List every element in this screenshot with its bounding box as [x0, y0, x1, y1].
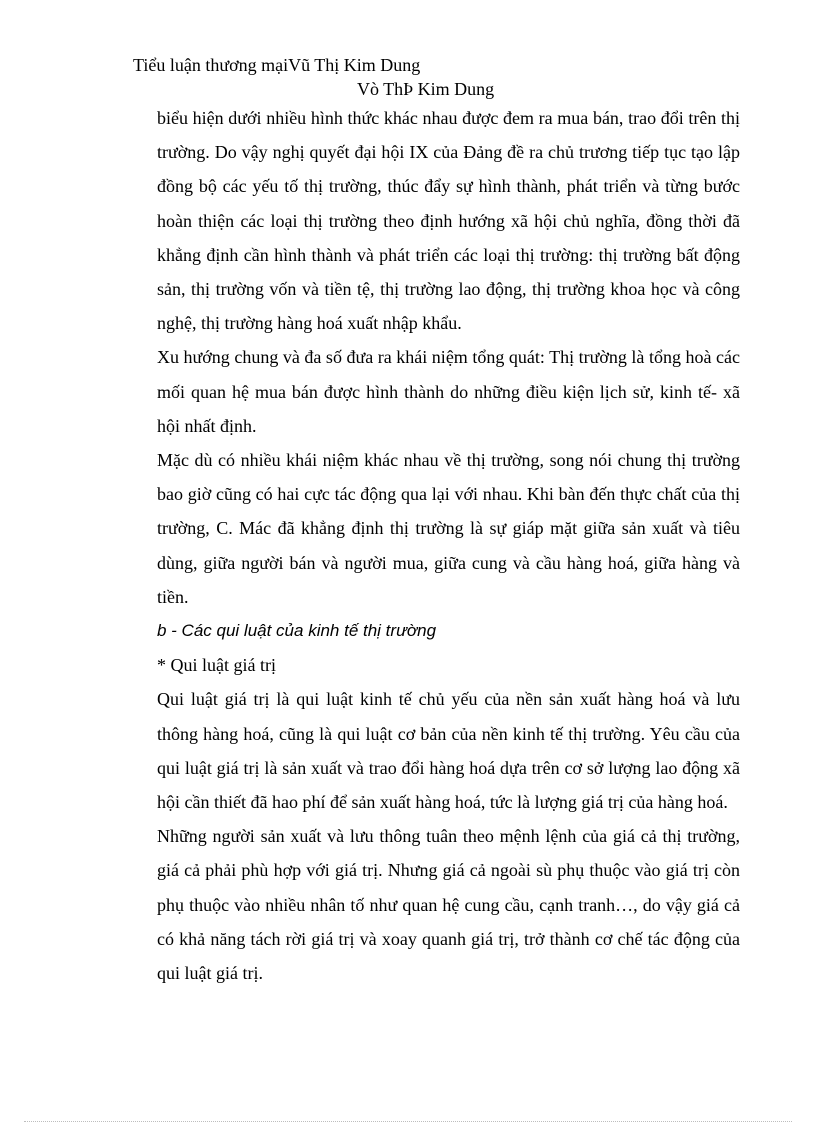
section-heading-market-laws: b - Các qui luật của kinh tế thị trường: [157, 621, 437, 641]
paragraph-law-of-value: Qui luật giá trị là qui luật kinh tế chủ yếu của nền sản xuất hàng hoá và lưu thông hàng hoá, cũng là qui luật cơ bản của nền kinh tế thị trường. Yêu cầu của qui luật giá trị là sản xuất và trao đổi hàng hoá dựa trên cơ sở lượng lao động xã hội cần thiết đã hao phí để sản xuất hàng hoá, tức là lượng giá trị của hàng hoá.: [157, 689, 740, 813]
document-body: [157, 101, 740, 990]
page-bottom-rule: [24, 1121, 792, 1122]
paragraph-market-concepts: Mặc dù có nhiều khái niệm khác nhau về thị trường, song nói chung thị trường bao giờ cũng có hai cực tác động qua lại với nhau. Khi bàn đến thực chất của thị trường, C. Mác đã khẳng định thị trường là sự giáp mặt giữa sản xuất và tiêu dùng, giữa người bán và người mua, giữa cung và cầu hàng hoá, giữa hàng và tiền.: [157, 450, 740, 607]
paragraph-market-definition: Xu hướng chung và đa số đưa ra khái niệm tổng quát: Thị trường là tổng hoà các mối quan hệ mua bán được hình thành do những điều kiện lịch sử, kinh tế- xã hội nhất định.: [157, 347, 740, 436]
paragraph-market-types: biểu hiện dưới nhiều hình thức khác nhau được đem ra mua bán, trao đổi trên thị trường. Do vậy nghị quyết đại hội IX của Đảng đề ra chủ trương tiếp tục tạo lập đồng bộ các yếu tố thị trường, thúc đẩy sự hình thành, phát triển và từng bước hoàn thiện các loại thị trường theo định hướng xã hội chủ nghĩa, đồng thời đã khẳng định cần hình thành và phát triển các loại thị trường: thị trường bất động sản, thị trường vốn và tiền tệ, thị trường lao động, thị trường khoa học và công nghệ, thị trường hàng hoá xuất nhập khẩu.: [157, 108, 740, 334]
paragraph-price-value: Những người sản xuất và lưu thông tuân theo mệnh lệnh của giá cả thị trường, giá cả phải phù hợp với giá trị. Nhưng giá cả ngoài sù phụ thuộc vào giá trị còn phụ thuộc vào nhiều nhân tố như quan hệ cung cầu, cạnh tranh…, do vậy giá cả có khả năng tách rời giá trị và xoay quanh giá trị, trở thành cơ chế tác động của qui luật giá trị.: [157, 826, 740, 984]
subheading-law-of-value: * Qui luật giá trị: [157, 655, 276, 676]
document-header-title: Tiểu luận thương mạiVũ Thị Kim Dung: [133, 55, 421, 75]
document-header-author: Vò ThÞ Kim Dung: [357, 79, 495, 99]
